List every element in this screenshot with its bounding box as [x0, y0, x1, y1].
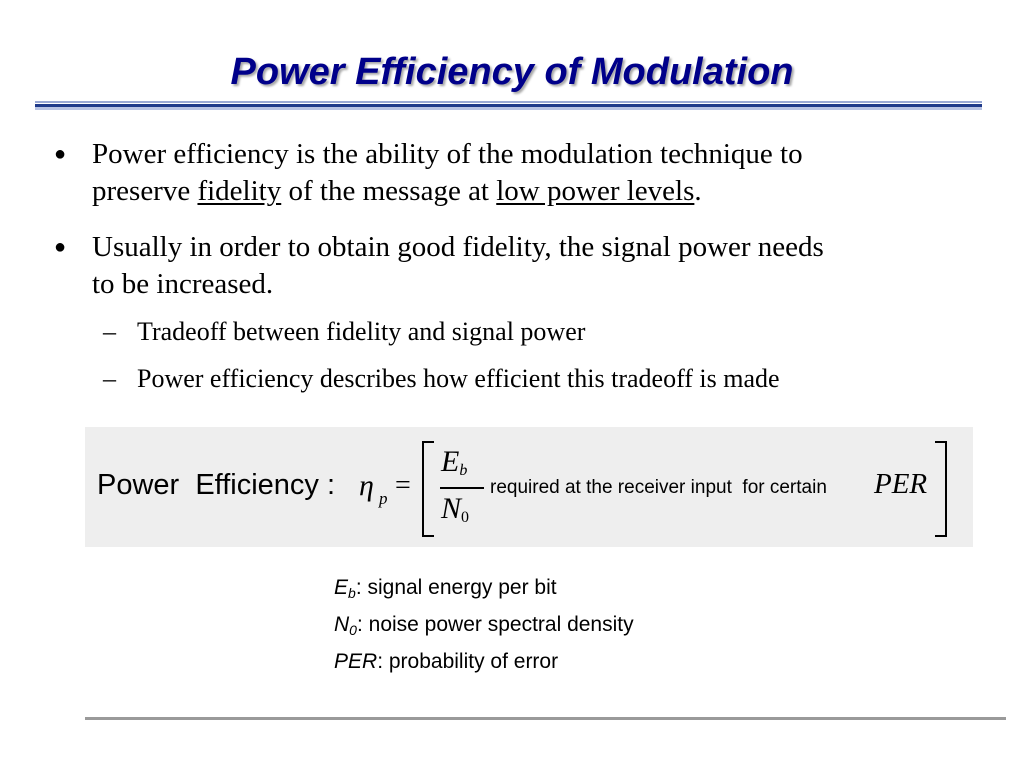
definition-symbol: E [334, 576, 349, 599]
eb-subscript: b [459, 462, 468, 479]
definition-text: : noise power spectral density [356, 613, 634, 636]
sub-bullet-1-text: Tradeoff between fidelity and signal power [137, 317, 586, 346]
left-bracket [422, 441, 434, 537]
formula-equals: = [395, 470, 411, 501]
fraction-line [440, 487, 484, 489]
dash-icon: – [103, 364, 116, 393]
bullet-1-text: preserve [92, 175, 198, 207]
definition-eb [334, 572, 634, 609]
bullet-1-line-1: Power efficiency is the ability of the modulation technique to [92, 138, 803, 170]
bullet-2-line-2: to be increased. [92, 268, 274, 300]
bullet-2 [54, 229, 824, 303]
definition-subscript: b [348, 585, 356, 601]
formula-condition-text: required at the receiver input for certain [490, 477, 827, 498]
fidelity-underlined: fidelity [197, 175, 282, 207]
fraction-denominator [441, 492, 469, 527]
definition-text: : signal energy per bit [355, 576, 557, 599]
formula-eta: η [359, 469, 374, 502]
symbol-definitions [334, 572, 634, 677]
bullet-dot-icon: ● [54, 236, 67, 258]
title-divider [35, 101, 982, 110]
formula-per: PER [874, 468, 928, 500]
definition-subscript: 0 [349, 622, 357, 638]
bullet-1-line-2 [92, 173, 803, 210]
n0-subscript: 0 [461, 509, 470, 526]
definition-text: : probability of error [377, 650, 559, 673]
fraction-numerator [441, 445, 467, 480]
formula-label: Power Efficiency : [97, 469, 336, 501]
right-bracket [935, 441, 947, 537]
slide-title: Power Efficiency of Modulation [230, 51, 794, 93]
eb-symbol: E [441, 445, 460, 478]
footer-divider [85, 717, 1006, 720]
sub-bullet-2-text: Power efficiency describes how efficient this tradeoff is made [137, 364, 780, 393]
n0-symbol: N [441, 492, 462, 525]
formula-eta-subscript: p [379, 489, 388, 508]
bullet-dot-icon: ● [54, 143, 67, 165]
definition-symbol: N [334, 613, 350, 636]
bullet-1-text: of the message at [281, 175, 497, 207]
formula-box [85, 427, 973, 547]
bullet-1-text: . [694, 175, 702, 207]
definition-n0 [334, 609, 634, 646]
low-power-levels-underlined: low power levels [496, 175, 695, 207]
definition-symbol: PER [334, 650, 378, 673]
definition-per [334, 646, 634, 677]
sub-bullet-2 [103, 364, 780, 394]
bullet-2-line-1: Usually in order to obtain good fidelity, the signal power needs [92, 231, 824, 263]
sub-bullet-1 [103, 317, 586, 347]
bullet-1 [54, 136, 803, 210]
dash-icon: – [103, 317, 116, 346]
